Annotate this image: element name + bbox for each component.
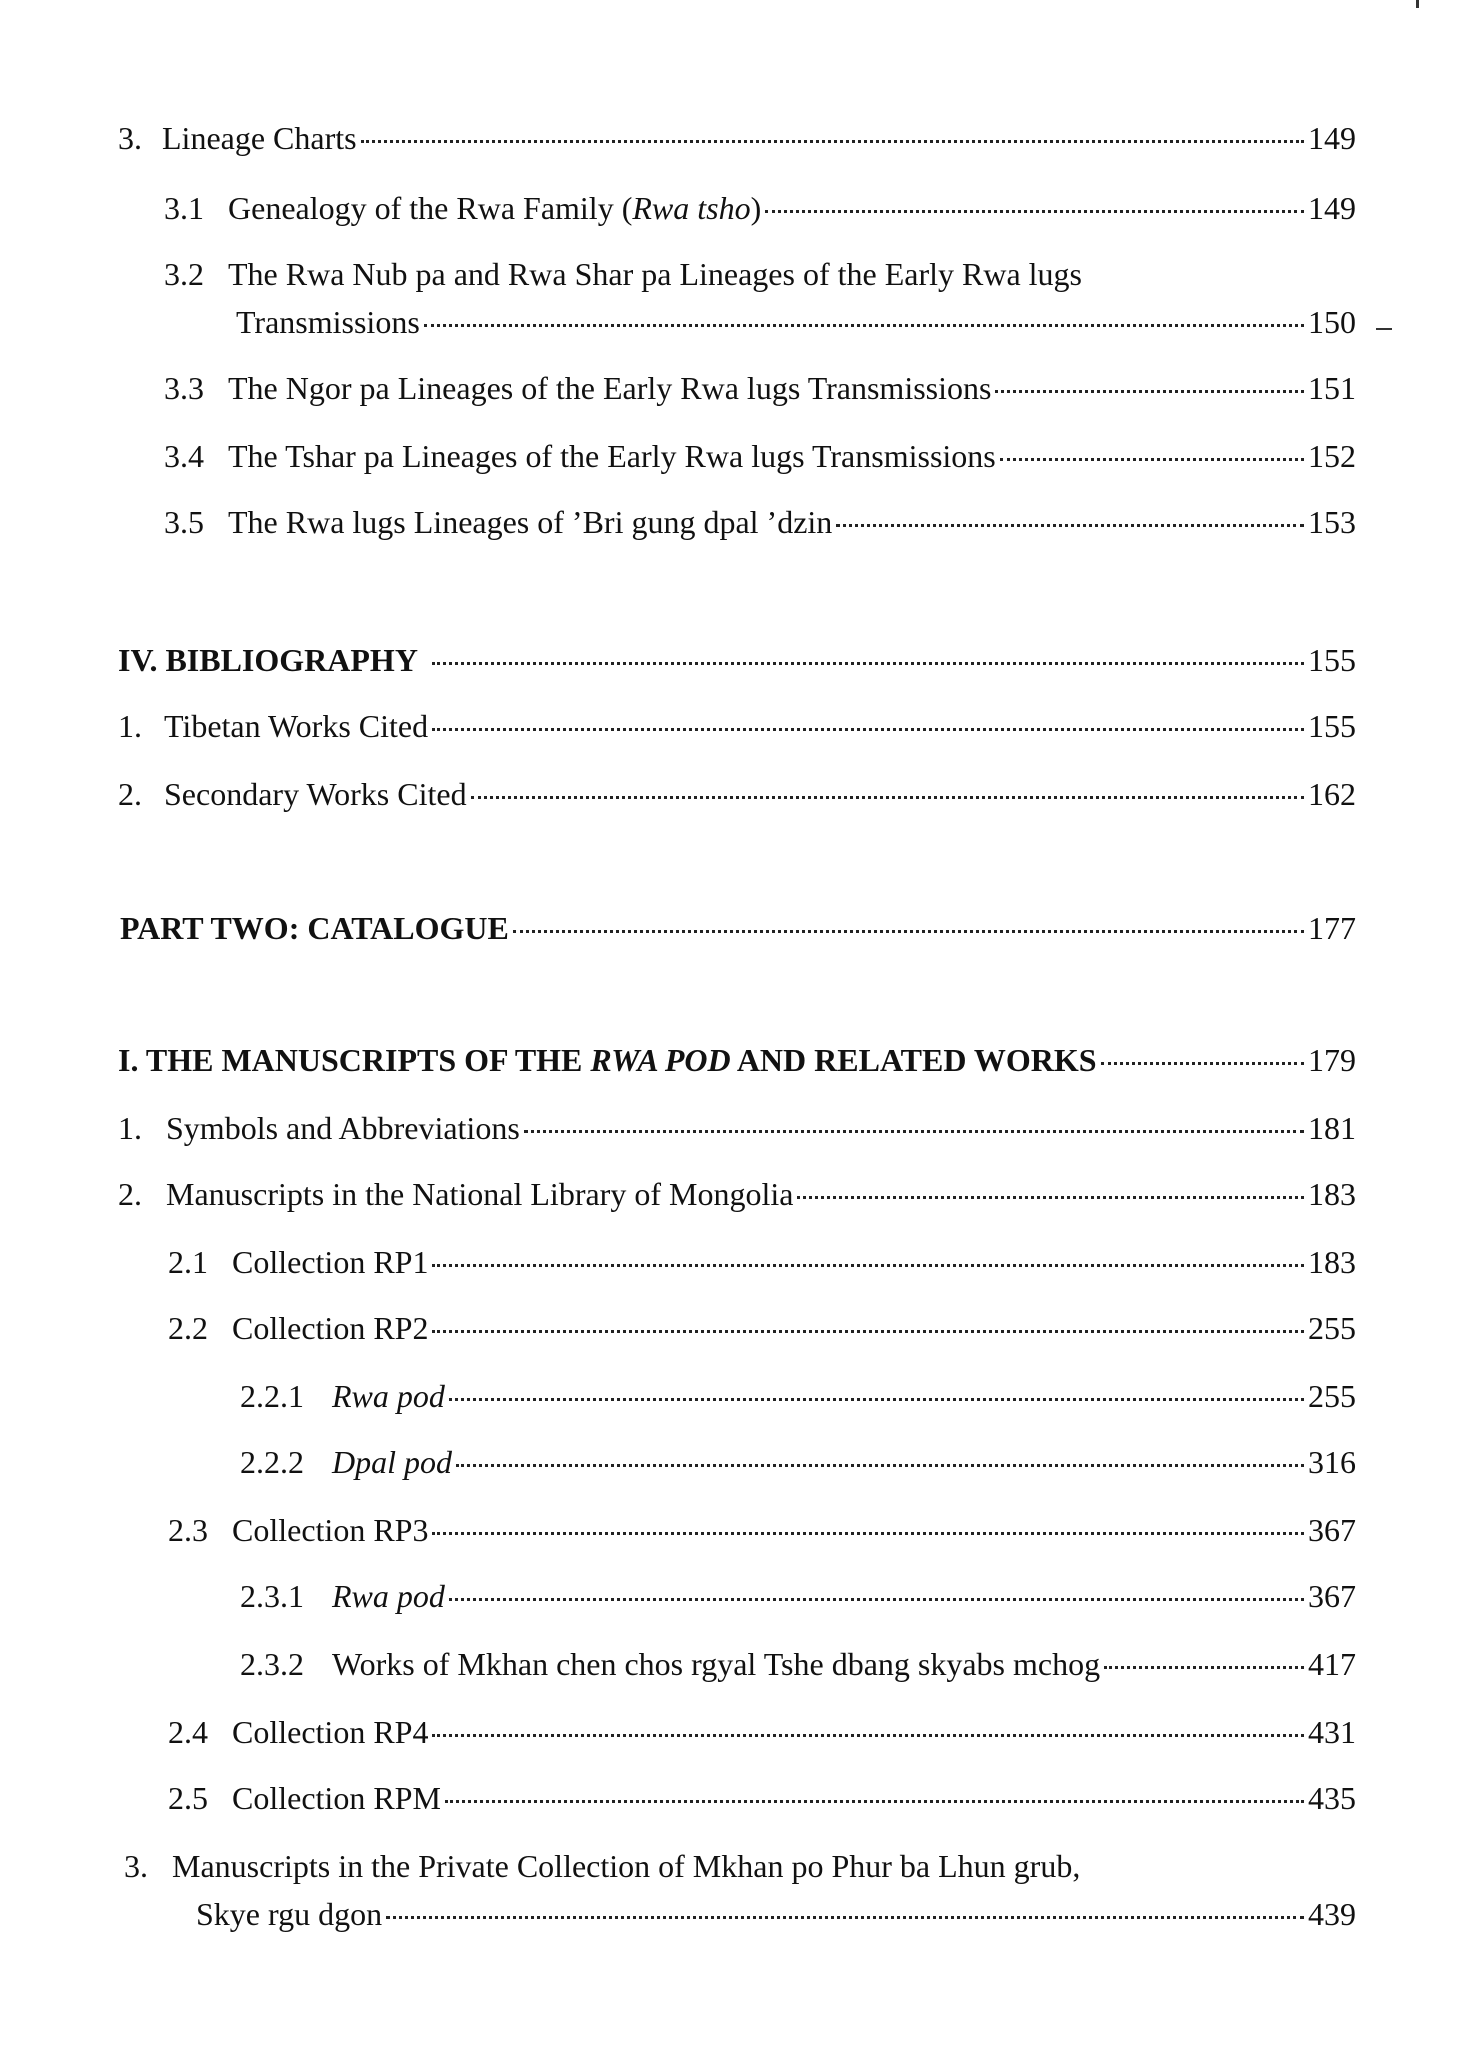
toc-entry-title: Dpal pod xyxy=(332,1444,452,1480)
toc-entry-page: 367 xyxy=(1308,1578,1356,1614)
toc-entry-number: 2.2.2 xyxy=(240,1444,304,1480)
toc-entry-tshar-pa-lineages xyxy=(164,436,1356,476)
dot-leader xyxy=(386,1916,1304,1919)
toc-entry-title: Rwa pod xyxy=(332,1378,445,1414)
toc-entry-lineage-charts xyxy=(118,118,1356,158)
toc-entry-page: 183 xyxy=(1308,1176,1356,1212)
toc-entry-title: Collection RP4 xyxy=(232,1714,429,1750)
dot-leader xyxy=(456,1464,1304,1467)
toc-entry-number: 3.1 xyxy=(164,190,204,226)
scan-mark xyxy=(1416,0,1419,8)
toc-entry-page: 149 xyxy=(1308,190,1356,226)
toc-heading-part-two-catalogue xyxy=(120,908,1356,948)
toc-entry-page: 255 xyxy=(1308,1378,1356,1414)
toc-entry-title: The Rwa Nub pa and Rwa Shar pa Lineages of the Early Rwa lugs xyxy=(228,256,1082,292)
dot-leader xyxy=(449,1598,1304,1601)
toc-entry-tibetan-works-cited xyxy=(118,706,1356,746)
toc-entry-title-continued: Skye rgu dgon xyxy=(196,1896,383,1932)
toc-entry-page: 183 xyxy=(1308,1244,1356,1280)
toc-entry-page: 367 xyxy=(1308,1512,1356,1548)
toc-entry-number: 2.3.1 xyxy=(240,1578,304,1614)
toc-entry-page: 153 xyxy=(1308,504,1356,540)
toc-entry-title: The Tshar pa Lineages of the Early Rwa lugs Transmissions xyxy=(228,438,996,474)
toc-entry-number: 2.1 xyxy=(168,1244,208,1280)
toc-entry-title: Manuscripts in the Private Collection of Mkhan po Phur ba Lhun grub, xyxy=(172,1848,1081,1884)
toc-entry-private-collection-line1 xyxy=(124,1846,1080,1886)
toc-entry-number: 2.2.1 xyxy=(240,1378,304,1414)
toc-entry-number: 3.3 xyxy=(164,370,204,406)
toc-entry-number: 2.3 xyxy=(168,1512,208,1548)
dot-leader xyxy=(524,1130,1304,1133)
dot-leader xyxy=(449,1398,1304,1401)
toc-entry-title: The Ngor pa Lineages of the Early Rwa lugs Transmissions xyxy=(228,370,992,406)
toc-entry-rp3-works-mkhan-chen xyxy=(240,1644,1356,1684)
toc-entry-page: 155 xyxy=(1308,642,1356,678)
toc-entry-rwa-nub-pa-line1 xyxy=(164,254,1082,294)
toc-entry-number: 1. xyxy=(118,1110,142,1146)
toc-entry-page: 417 xyxy=(1308,1646,1356,1682)
toc-entry-bri-gung-lineages xyxy=(164,502,1356,542)
toc-entry-title: The Rwa lugs Lineages of ’Bri gung dpal ’dzin xyxy=(228,504,833,540)
dot-leader xyxy=(1104,1666,1304,1669)
toc-entry-collection-rp3 xyxy=(168,1510,1356,1550)
toc-entry-page: 435 xyxy=(1308,1780,1356,1816)
toc-entry-genealogy-rwa-family xyxy=(164,188,1356,228)
toc-entry-title: I. THE MANUSCRIPTS OF THE RWA POD AND RELATED WORKS xyxy=(118,1042,1097,1078)
toc-entry-rwa-nub-pa-line2 xyxy=(236,302,1356,342)
toc-entry-page: 150 xyxy=(1308,304,1356,340)
toc-entry-title: IV. BIBLIOGRAPHY xyxy=(118,642,418,678)
dot-leader xyxy=(995,390,1304,393)
toc-entry-collection-rp4 xyxy=(168,1712,1356,1752)
toc-entry-title: Collection RPM xyxy=(232,1780,441,1816)
toc-entry-rp3-rwa-pod xyxy=(240,1576,1356,1616)
toc-heading-bibliography xyxy=(118,640,1356,680)
toc-entry-title: Symbols and Abbreviations xyxy=(166,1110,520,1146)
toc-entry-page: 155 xyxy=(1308,708,1356,744)
toc-entry-collection-rp1 xyxy=(168,1242,1356,1282)
dot-leader xyxy=(445,1800,1304,1803)
toc-entry-private-collection-line2 xyxy=(196,1894,1356,1934)
dot-leader xyxy=(1101,1062,1304,1065)
dot-leader xyxy=(765,210,1304,213)
dot-leader xyxy=(432,662,1304,665)
toc-entry-ngor-pa-lineages xyxy=(164,368,1356,408)
dot-leader xyxy=(836,524,1304,527)
toc-entry-page: 439 xyxy=(1308,1896,1356,1932)
toc-entry-title-continued: Transmissions xyxy=(236,304,420,340)
toc-entry-title: Secondary Works Cited xyxy=(164,776,467,812)
toc-entry-rp2-dpal-pod xyxy=(240,1442,1356,1482)
toc-entry-page: 179 xyxy=(1308,1042,1356,1078)
toc-entry-title: Collection RP3 xyxy=(232,1512,429,1548)
dot-leader xyxy=(432,1734,1304,1737)
toc-entry-page: 431 xyxy=(1308,1714,1356,1750)
toc-entry-number: 3.5 xyxy=(164,504,204,540)
dot-leader xyxy=(361,140,1304,143)
toc-entry-number: 3. xyxy=(118,120,142,156)
toc-heading-manuscripts-rwa-pod xyxy=(118,1040,1356,1080)
toc-entry-title: Rwa pod xyxy=(332,1578,445,1614)
dot-leader xyxy=(513,930,1304,933)
toc-entry-symbols-abbreviations xyxy=(118,1108,1356,1148)
toc-entry-page: 151 xyxy=(1308,370,1356,406)
toc-entry-secondary-works-cited xyxy=(118,774,1356,814)
toc-entry-page: 177 xyxy=(1308,910,1356,946)
scan-mark xyxy=(1376,328,1392,330)
dot-leader xyxy=(797,1196,1304,1199)
toc-entry-page: 162 xyxy=(1308,776,1356,812)
toc-entry-number: 2.2 xyxy=(168,1310,208,1346)
toc-entry-national-library-mongolia xyxy=(118,1174,1356,1214)
toc-entry-number: 3.2 xyxy=(164,256,204,292)
toc-entry-title: Genealogy of the Rwa Family (Rwa tsho) xyxy=(228,190,762,226)
toc-entry-page: 316 xyxy=(1308,1444,1356,1480)
dot-leader xyxy=(432,1264,1304,1267)
toc-entry-title: Manuscripts in the National Library of Mongolia xyxy=(166,1176,794,1212)
toc-entry-collection-rp2 xyxy=(168,1308,1356,1348)
toc-entry-page: 152 xyxy=(1308,438,1356,474)
toc-entry-page: 255 xyxy=(1308,1310,1356,1346)
dot-leader xyxy=(432,1532,1304,1535)
toc-entry-title: Collection RP2 xyxy=(232,1310,429,1346)
dot-leader xyxy=(471,796,1304,799)
toc-entry-number: 2.5 xyxy=(168,1780,208,1816)
toc-entry-title: Works of Mkhan chen chos rgyal Tshe dbang skyabs mchog xyxy=(332,1646,1101,1682)
toc-entry-number: 3.4 xyxy=(164,438,204,474)
dot-leader xyxy=(432,728,1304,731)
toc-entry-number: 1. xyxy=(118,708,142,744)
toc-entry-number: 2. xyxy=(118,1176,142,1212)
toc-entry-title: Tibetan Works Cited xyxy=(164,708,429,744)
toc-entry-title: Lineage Charts xyxy=(162,120,357,156)
toc-entry-number: 2. xyxy=(118,776,142,812)
toc-entry-page: 149 xyxy=(1308,120,1356,156)
toc-entry-collection-rpm xyxy=(168,1778,1356,1818)
toc-entry-number: 2.4 xyxy=(168,1714,208,1750)
dot-leader xyxy=(424,324,1304,327)
toc-entry-page: 181 xyxy=(1308,1110,1356,1146)
toc-entry-title: Collection RP1 xyxy=(232,1244,429,1280)
toc-entry-title: PART TWO: CATALOGUE xyxy=(120,910,509,946)
dot-leader xyxy=(1000,458,1304,461)
dot-leader xyxy=(432,1330,1304,1333)
toc-entry-rp2-rwa-pod xyxy=(240,1376,1356,1416)
toc-entry-number: 2.3.2 xyxy=(240,1646,304,1682)
toc-entry-number: 3. xyxy=(124,1848,148,1884)
